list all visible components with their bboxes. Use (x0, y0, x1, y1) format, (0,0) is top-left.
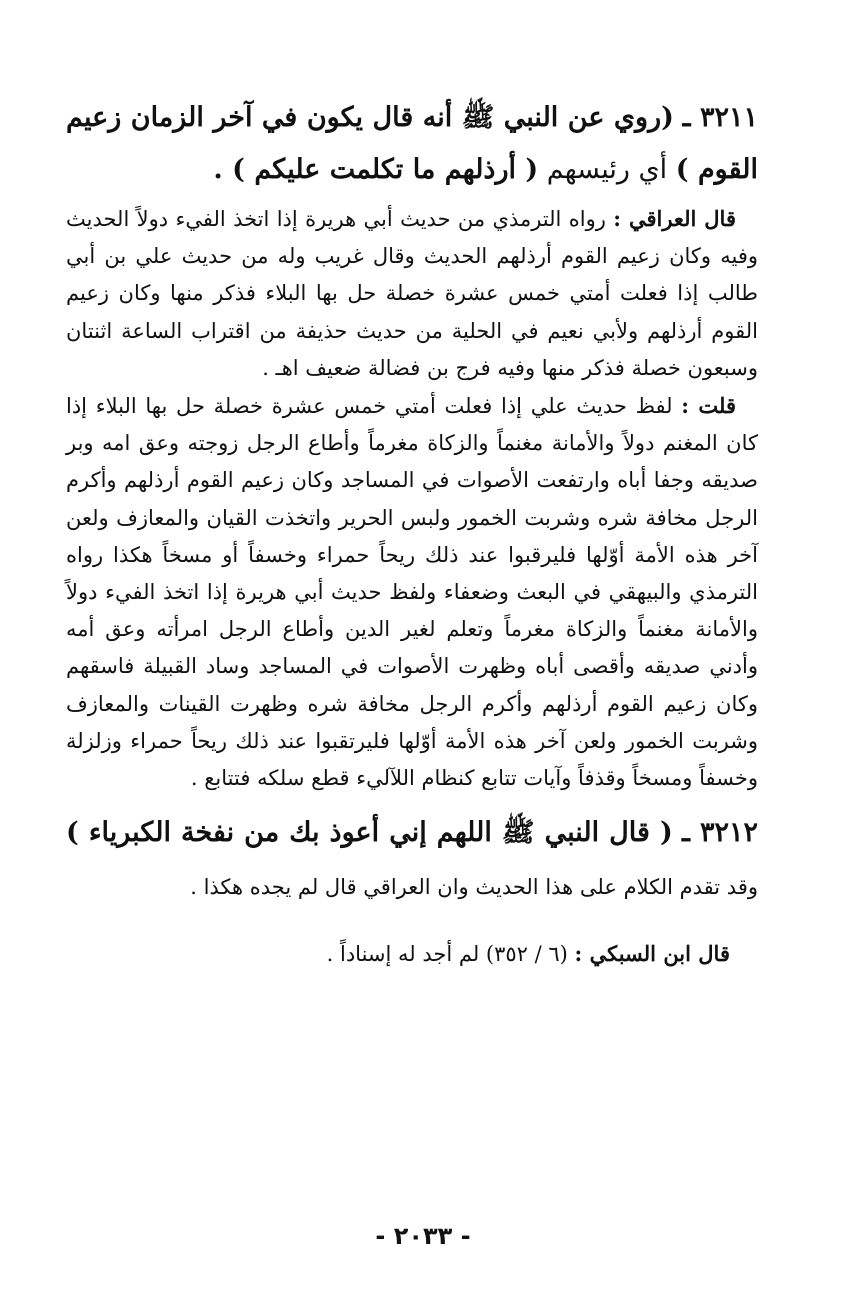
hadith-text: (روي عن النبي ﷺ أنه قال يكون في آخر الزمان زعيم القوم ) (66, 102, 758, 185)
hadith-number: ٣٢١٢ ـ (682, 817, 758, 849)
commentary-text: لفظ حديث علي إذا فعلت أمتي خمس عشرة خصلة حل بها البلاء إذا كان المغنم دولاً والأمانة مغنماً والزكاة مغرماً وأطاع الرجل زوجته وعق امه وبر صديقه وجفا أباه وارتفعت الأصوات في المساجد وكان زعيم القوم أرذلهم وأكرم الرجل مخافة شره وشربت الخمور ولبس الحرير واتخذت القيان والمعازف ولعن آخر هذه الأمة أوّلها فليرقبوا عند ذلك ريحاً حمراء وخسفاً أو مسخاً هكذا رواه الترمذي والبيهقي في البعث وضعفاء ولفظ حديث أبي هريرة إذا اتخذ الفيء دولاً والأمانة مغنماً والزكاة مغرماً وتعلم لغير الدين وأطاع الرجل امرأته وعق أمه وأدني صديقه وأقصى أباه وظهرت الأصوات في المساجد وساد القبيلة فاسقهم وكان زعيم القوم أرذلهم وأكرم الرجل مخافة شره وظهرت القينات والمعازف وشربت الخمور ولعن آخر هذه الأمة أوّلها فليرتقبوا عند ذلك ريحاً حمراء وزلزلة وخسفاً ومسخاً وقذفاً وآيات تتابع كنظام اللآليء قطع سلكه فتتابع . (66, 394, 758, 791)
hadith-gloss: أي رئيسهم (538, 154, 676, 185)
hadith-gloss: وقد تقدم الكلام على هذا الحديث وان العراقي قال لم يجده هكذا . (190, 875, 758, 900)
commentary-qultu (66, 387, 758, 797)
commentary-text: رواه الترمذي من حديث أبي هريرة إذا اتخذ الفيء دولاً الحديث وفيه وكان زعيم القوم أرذلهم الحديث وقال غريب وله من حديث علي بن أبي طالب إذا فعلت أمتي خمس عشرة خصلة حل بها البلاء فذكر منها وكان زعيم القوم أرذلهم ولأبي نعيم في الحلية من حديث حذيفة من اقتراب الساعة اثنتان وسبعون خصلة فذكر منها وفيه فرج بن فضالة ضعيف اهـ . (66, 207, 758, 380)
commentary-subki (66, 935, 758, 973)
page-body (66, 92, 758, 973)
page-number: - ٢٠٣٣ - (375, 1222, 471, 1250)
hadith-3211 (66, 92, 758, 196)
commentary-lead: قال ابن السبكي : (574, 941, 730, 967)
hadith-text-continued: ( أرذلهم ما تكلمت عليكم ) . (213, 154, 539, 185)
commentary-text: (٦ / ٣٥٢) لم أجد له إسناداً . (326, 942, 575, 967)
hadith-text: ( قال النبي ﷺ اللهم إني أعوذ بك من نفخة الكبرياء ) (66, 817, 673, 849)
commentary-lead: قلت : (681, 393, 736, 419)
hadith-3212 (66, 807, 758, 913)
commentary-iraqi (66, 200, 758, 387)
commentary-lead: قال العراقي : (613, 206, 736, 231)
hadith-number: ٣٢١١ ـ (682, 102, 758, 133)
